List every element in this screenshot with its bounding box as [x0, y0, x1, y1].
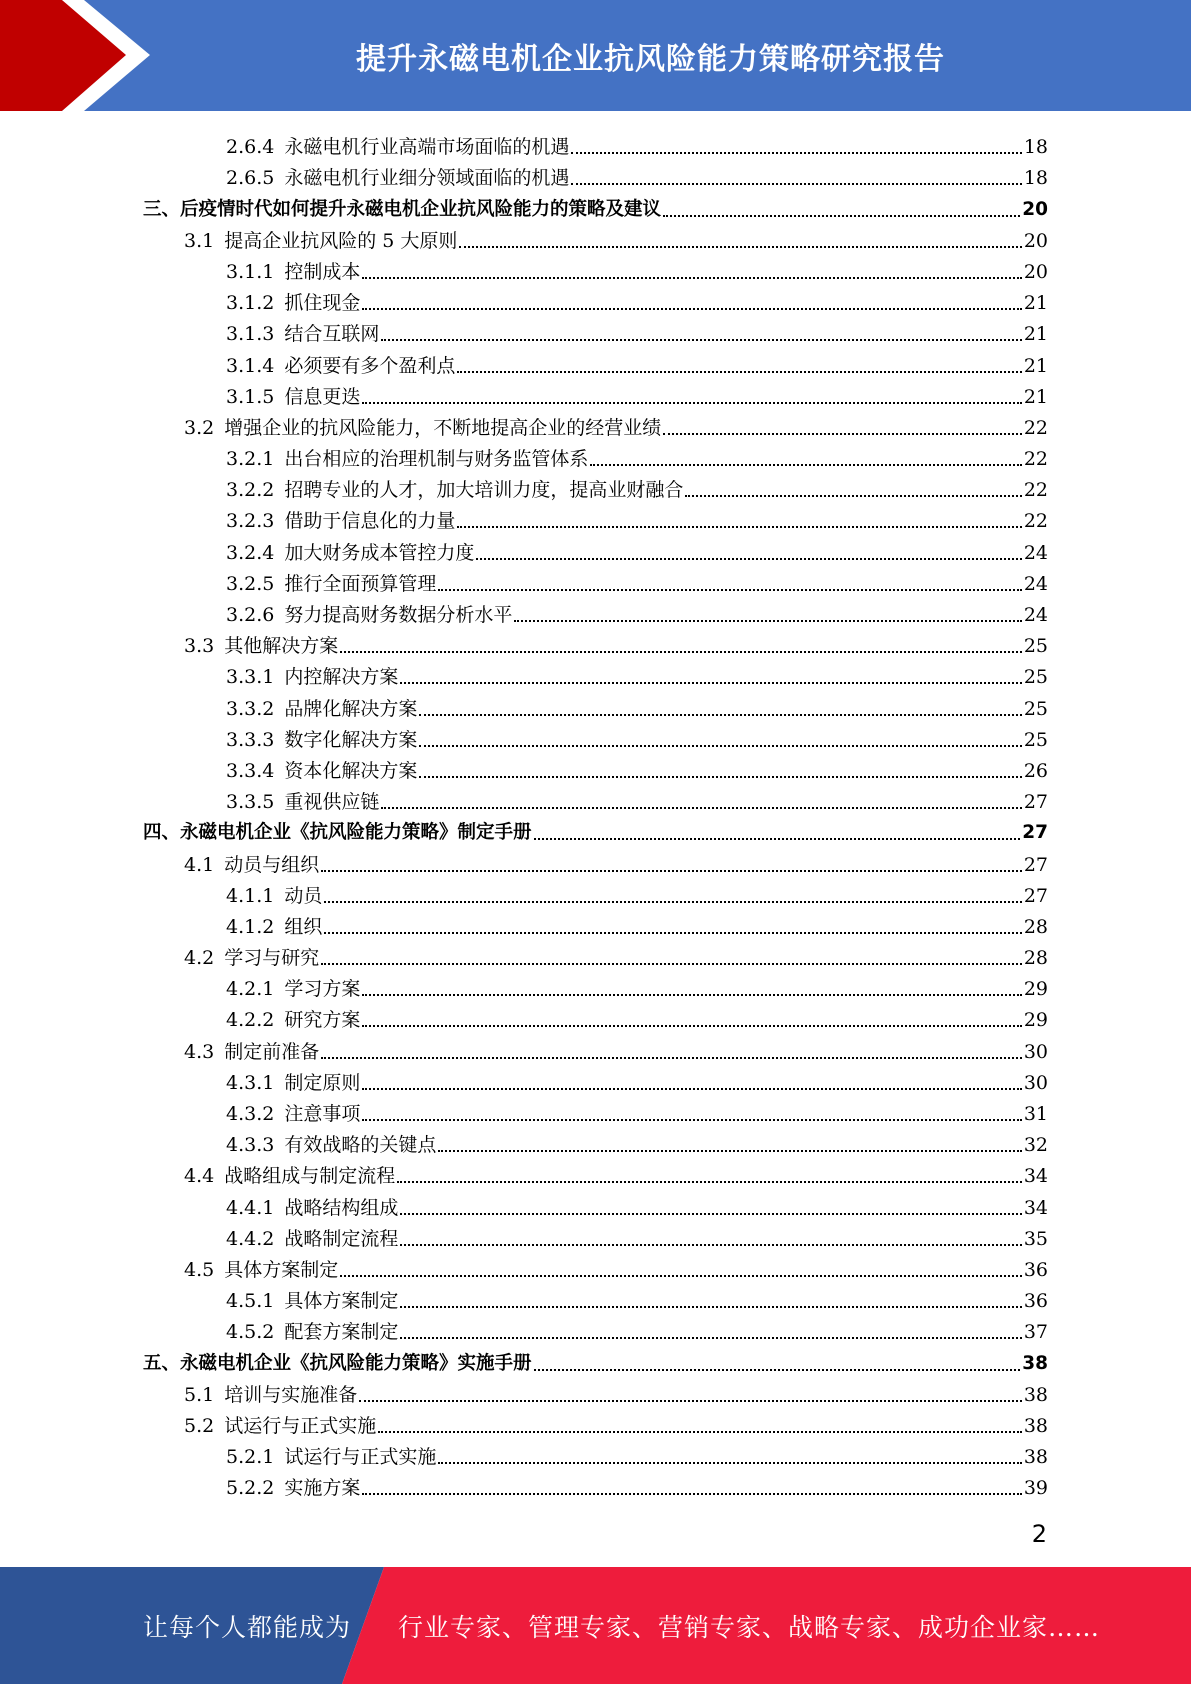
- toc-entry-number: 4.3.2: [226, 1103, 275, 1125]
- toc-entry-page: 38: [1023, 1383, 1048, 1406]
- toc-entry-page: 38: [1023, 1414, 1048, 1437]
- toc-entry-title: 加大财务成本管控力度: [284, 541, 475, 564]
- toc-dot-leader: [324, 901, 1021, 903]
- toc-entry-number: 3.2.3: [226, 510, 275, 533]
- toc-entry-number: 3.2.6: [226, 604, 275, 626]
- footer-slogan-right: 行业专家、管理专家、营销专家、战略专家、成功企业家……: [398, 1612, 1101, 1642]
- toc-entry-title: 出台相应的治理机制与财务监管体系: [284, 448, 589, 471]
- toc-entry-page: 20: [1023, 229, 1048, 252]
- toc-entry[interactable]: [143, 688, 1048, 719]
- toc-entry-number: 4.1.1: [226, 884, 275, 907]
- toc-entry-title: 具体方案制定: [284, 1290, 399, 1313]
- toc-entry-page: 21: [1023, 323, 1048, 346]
- toc-entry[interactable]: [143, 907, 1048, 938]
- page-number: 2: [1031, 1520, 1047, 1548]
- toc-entry-title: 结合互联网: [284, 323, 380, 346]
- toc-entry-page: 35: [1023, 1227, 1048, 1250]
- toc-dot-leader: [534, 1369, 1021, 1371]
- toc-entry-title: 配套方案制定: [284, 1321, 399, 1344]
- toc-entry-title: 内控解决方案: [284, 666, 399, 689]
- toc-entry-number: 4.3: [184, 1040, 215, 1063]
- toc-entry-number: 3.3.3: [226, 728, 275, 751]
- toc-entry[interactable]: [143, 314, 1048, 345]
- toc-dot-leader: [457, 526, 1021, 528]
- toc-entry[interactable]: [143, 1375, 1048, 1406]
- toc-entry-title: 有效战略的关键点: [284, 1134, 437, 1157]
- toc-entry-number: 4.1.2: [226, 915, 275, 938]
- toc-entry-title: 资本化解决方案: [284, 759, 418, 782]
- toc-entry-page: 34: [1023, 1196, 1048, 1219]
- toc-dot-leader: [340, 1275, 1022, 1277]
- toc-entry[interactable]: [143, 720, 1048, 751]
- toc-entry-title: 试运行与正式实施: [224, 1414, 377, 1437]
- toc-entry-title: 品牌化解决方案: [284, 697, 418, 720]
- toc-dot-leader: [362, 1493, 1021, 1495]
- toc-dot-leader: [438, 1462, 1021, 1464]
- toc-entry[interactable]: [143, 127, 1048, 158]
- toc-entry-page: 27: [1023, 853, 1048, 876]
- toc-entry-page: 21: [1023, 292, 1048, 315]
- toc-entry-number: 3.2: [184, 416, 215, 439]
- toc-dot-leader: [362, 308, 1021, 310]
- footer-slogan-left: 让每个人都能成为: [143, 1612, 352, 1642]
- toc-entry-page: 30: [1023, 1040, 1048, 1063]
- toc-entry-number: 2.6.5: [226, 167, 275, 190]
- toc-entry[interactable]: [143, 1437, 1048, 1468]
- toc-dot-leader: [438, 1150, 1021, 1152]
- toc-entry[interactable]: [143, 1468, 1048, 1499]
- toc-entry[interactable]: [143, 283, 1048, 314]
- toc-entry[interactable]: [143, 158, 1048, 189]
- toc-dot-leader: [359, 1400, 1022, 1402]
- toc-entry-title: 必须要有多个盈利点: [284, 354, 456, 377]
- toc-entry-title: 重视供应链: [284, 791, 380, 814]
- toc-entry-title: 组织: [284, 915, 323, 938]
- toc-dot-leader: [419, 745, 1021, 747]
- toc-entry-title: 战略组成与制定流程: [224, 1165, 396, 1188]
- toc-entry-title: 四、永磁电机企业《抗风险能力策略》制定手册: [143, 822, 532, 844]
- toc-entry-page: 30: [1023, 1071, 1048, 1094]
- toc-entry-title: 战略结构组成: [284, 1196, 399, 1219]
- toc-dot-leader: [378, 1431, 1022, 1433]
- toc-entry-title: 试运行与正式实施: [284, 1446, 437, 1469]
- toc-entry-title: 其他解决方案: [224, 635, 339, 658]
- toc-entry[interactable]: [143, 345, 1048, 376]
- toc-dot-leader: [476, 558, 1021, 560]
- toc-entry[interactable]: [143, 1250, 1048, 1281]
- toc-entry-page: 34: [1023, 1165, 1048, 1188]
- toc-entry[interactable]: [143, 938, 1048, 969]
- toc-entry-page: 36: [1023, 1290, 1048, 1313]
- toc-dot-leader: [685, 495, 1021, 497]
- toc-entry[interactable]: [143, 501, 1048, 532]
- toc-entry-title: 制定前准备: [224, 1040, 320, 1063]
- toc-dot-leader: [457, 371, 1021, 373]
- toc-entry-number: 4.5.1: [226, 1290, 275, 1313]
- toc-entry-number: 4.2: [184, 947, 215, 970]
- toc-dot-leader: [438, 589, 1021, 591]
- toc-entry-page: 38: [1022, 1352, 1048, 1374]
- toc-entry-number: 3.1.4: [226, 354, 275, 377]
- toc-entry-title: 招聘专业的人才，加大培训力度，提高业财融合: [284, 479, 684, 502]
- toc-entry-title: 具体方案制定: [224, 1258, 339, 1281]
- toc-entry[interactable]: [143, 844, 1048, 875]
- toc-entry-page: 27: [1023, 791, 1048, 814]
- toc-entry-page: 27: [1022, 822, 1048, 844]
- toc-entry-title: 借助于信息化的力量: [284, 510, 456, 533]
- toc-entry-page: 25: [1023, 697, 1048, 720]
- toc-entry-number: 5.2.1: [226, 1446, 275, 1469]
- toc-entry[interactable]: [143, 377, 1048, 408]
- toc-entry-page: 25: [1023, 728, 1048, 751]
- toc-entry[interactable]: [143, 564, 1048, 595]
- table-of-contents: [143, 127, 1048, 1499]
- toc-entry-title: 努力提高财务数据分析水平: [284, 604, 513, 626]
- toc-dot-leader: [397, 1181, 1022, 1183]
- toc-entry[interactable]: [143, 1000, 1048, 1031]
- toc-entry-title: 战略制定流程: [284, 1227, 399, 1250]
- toc-entry-number: 3.2.2: [226, 479, 275, 502]
- toc-entry-number: 3.2.1: [226, 448, 275, 471]
- page-footer: [0, 1567, 1191, 1684]
- toc-dot-leader: [400, 1306, 1021, 1308]
- toc-entry[interactable]: [143, 1063, 1048, 1094]
- toc-entry[interactable]: [143, 595, 1048, 626]
- toc-entry-number: 3.3.2: [226, 697, 275, 720]
- toc-dot-leader: [534, 838, 1021, 840]
- toc-entry-page: 21: [1023, 385, 1048, 408]
- toc-entry[interactable]: [143, 657, 1048, 688]
- toc-dot-leader: [571, 183, 1021, 185]
- toc-entry[interactable]: [143, 532, 1048, 563]
- toc-entry-title: 制定原则: [284, 1071, 361, 1094]
- toc-entry-page: 20: [1022, 198, 1048, 220]
- toc-dot-leader: [324, 932, 1021, 934]
- toc-entry-title: 三、后疫情时代如何提升永磁电机企业抗风险能力的策略及建议: [143, 198, 662, 220]
- toc-entry-page: 29: [1023, 978, 1048, 1001]
- toc-dot-leader: [514, 620, 1021, 622]
- toc-entry[interactable]: [143, 876, 1048, 907]
- toc-entry-page: 22: [1023, 510, 1048, 533]
- toc-entry-number: 4.5: [184, 1258, 215, 1281]
- toc-entry[interactable]: [143, 1094, 1048, 1125]
- toc-entry-title: 五、永磁电机企业《抗风险能力策略》实施手册: [143, 1352, 532, 1374]
- toc-entry-title: 动员: [284, 884, 323, 907]
- toc-entry[interactable]: [143, 1343, 1048, 1374]
- toc-entry-title: 学习与研究: [224, 947, 320, 970]
- toc-dot-leader: [362, 277, 1021, 279]
- toc-entry-page: 24: [1023, 541, 1048, 564]
- toc-entry[interactable]: [143, 252, 1048, 283]
- toc-entry-number: 4.4.2: [226, 1227, 275, 1250]
- toc-dot-leader: [362, 402, 1021, 404]
- toc-entry-title: 控制成本: [284, 260, 361, 283]
- toc-entry[interactable]: [143, 782, 1048, 813]
- toc-entry-page: 22: [1023, 479, 1048, 502]
- toc-entry-page: 31: [1023, 1103, 1048, 1125]
- toc-entry-number: 3.3: [184, 635, 215, 658]
- toc-dot-leader: [419, 714, 1021, 716]
- toc-entry[interactable]: [143, 1406, 1048, 1437]
- toc-entry-number: 3.1: [184, 229, 215, 252]
- toc-dot-leader: [400, 682, 1021, 684]
- toc-entry-number: 3.1.1: [226, 260, 275, 283]
- toc-entry-number: 5.1: [184, 1383, 215, 1406]
- toc-entry-number: 3.1.5: [226, 385, 275, 408]
- toc-dot-leader: [381, 339, 1021, 341]
- toc-entry[interactable]: [143, 1312, 1048, 1343]
- toc-entry[interactable]: [143, 221, 1048, 252]
- toc-entry-number: 3.3.1: [226, 666, 275, 689]
- toc-entry-number: 4.2.2: [226, 1009, 275, 1032]
- toc-entry-page: 25: [1023, 635, 1048, 658]
- toc-entry-title: 增强企业的抗风险能力，不断地提高企业的经营业绩: [224, 416, 662, 439]
- toc-entry-page: 38: [1023, 1446, 1048, 1469]
- toc-entry[interactable]: [143, 470, 1048, 501]
- toc-dot-leader: [381, 807, 1021, 809]
- toc-entry-number: 2.6.4: [226, 136, 275, 159]
- toc-entry-page: 32: [1023, 1134, 1048, 1157]
- toc-entry-number: 4.2.1: [226, 978, 275, 1001]
- toc-entry-page: 25: [1023, 666, 1048, 689]
- toc-entry-number: 3.2.5: [226, 572, 275, 595]
- toc-entry-number: 3.2.4: [226, 541, 275, 564]
- toc-entry-number: 3.3.5: [226, 791, 275, 814]
- toc-entry-page: 18: [1023, 136, 1048, 159]
- toc-dot-leader: [571, 152, 1021, 154]
- toc-dot-leader: [340, 651, 1022, 653]
- toc-entry-number: 4.4.1: [226, 1196, 275, 1219]
- toc-entry[interactable]: [143, 813, 1048, 844]
- toc-dot-leader: [400, 1337, 1021, 1339]
- toc-entry-page: 28: [1023, 947, 1048, 970]
- toc-dot-leader: [590, 464, 1021, 466]
- toc-entry-number: 3.3.4: [226, 759, 275, 782]
- toc-entry-number: 3.1.2: [226, 292, 275, 315]
- toc-entry-title: 实施方案: [284, 1477, 361, 1500]
- toc-entry[interactable]: [143, 1125, 1048, 1156]
- toc-entry-page: 24: [1023, 604, 1048, 626]
- toc-entry[interactable]: [143, 439, 1048, 470]
- toc-entry-title: 动员与组织: [224, 853, 320, 876]
- toc-entry-number: 4.1: [184, 853, 215, 876]
- toc-entry-page: 21: [1023, 354, 1048, 377]
- toc-entry-page: 28: [1023, 915, 1048, 938]
- toc-dot-leader: [663, 433, 1022, 435]
- toc-entry-title: 信息更迭: [284, 385, 361, 408]
- toc-entry[interactable]: [143, 751, 1048, 782]
- toc-dot-leader: [321, 963, 1022, 965]
- toc-entry-title: 推行全面预算管理: [284, 572, 437, 595]
- toc-dot-leader: [663, 215, 1020, 217]
- toc-entry[interactable]: [143, 1187, 1048, 1218]
- toc-entry-number: 4.3.3: [226, 1134, 275, 1157]
- toc-entry-number: 5.2: [184, 1414, 215, 1437]
- toc-entry-title: 永磁电机行业高端市场面临的机遇: [284, 136, 570, 159]
- toc-entry-title: 学习方案: [284, 978, 361, 1001]
- toc-entry-title: 研究方案: [284, 1009, 361, 1032]
- toc-entry-page: 29: [1023, 1009, 1048, 1032]
- page-header: [0, 0, 1191, 111]
- toc-entry[interactable]: [143, 1031, 1048, 1062]
- toc-entry-number: 4.5.2: [226, 1321, 275, 1344]
- toc-entry[interactable]: [143, 1281, 1048, 1312]
- toc-entry[interactable]: [143, 1156, 1048, 1187]
- toc-entry-title: 培训与实施准备: [224, 1383, 358, 1406]
- toc-dot-leader: [400, 1213, 1021, 1215]
- toc-entry-page: 27: [1023, 884, 1048, 907]
- toc-entry-title: 抓住现金: [284, 292, 361, 315]
- toc-entry-number: 4.3.1: [226, 1071, 275, 1094]
- toc-entry-page: 39: [1023, 1477, 1048, 1500]
- toc-entry-page: 18: [1023, 167, 1048, 190]
- toc-entry[interactable]: [143, 189, 1048, 220]
- toc-entry-page: 26: [1023, 759, 1048, 782]
- toc-entry-number: 5.2.2: [226, 1477, 275, 1500]
- toc-entry-page: 22: [1023, 416, 1048, 439]
- toc-entry-title: 提高企业抗风险的 5 大原则: [224, 229, 458, 252]
- toc-dot-leader: [362, 1119, 1021, 1121]
- toc-entry-number: 4.4: [184, 1165, 215, 1188]
- toc-entry-page: 22: [1023, 448, 1048, 471]
- toc-entry-page: 20: [1023, 260, 1048, 283]
- toc-entry-title: 数字化解决方案: [284, 728, 418, 751]
- toc-entry[interactable]: [143, 408, 1048, 439]
- toc-entry-title: 注意事项: [284, 1103, 361, 1125]
- toc-entry-page: 24: [1023, 572, 1048, 595]
- toc-dot-leader: [419, 776, 1021, 778]
- report-title: 提升永磁电机企业抗风险能力策略研究报告: [356, 41, 945, 77]
- toc-dot-leader: [321, 870, 1022, 872]
- toc-entry-title: 永磁电机行业细分领域面临的机遇: [284, 167, 570, 190]
- toc-entry-number: 3.1.3: [226, 323, 275, 346]
- toc-entry[interactable]: [143, 1219, 1048, 1250]
- toc-dot-leader: [362, 1025, 1021, 1027]
- toc-dot-leader: [400, 1244, 1021, 1246]
- toc-dot-leader: [362, 994, 1021, 996]
- toc-dot-leader: [362, 1088, 1021, 1090]
- toc-dot-leader: [459, 246, 1021, 248]
- toc-entry-page: 36: [1023, 1258, 1048, 1281]
- toc-entry[interactable]: [143, 969, 1048, 1000]
- toc-entry-page: 37: [1023, 1321, 1048, 1344]
- toc-dot-leader: [321, 1057, 1022, 1059]
- toc-entry[interactable]: [143, 626, 1048, 657]
